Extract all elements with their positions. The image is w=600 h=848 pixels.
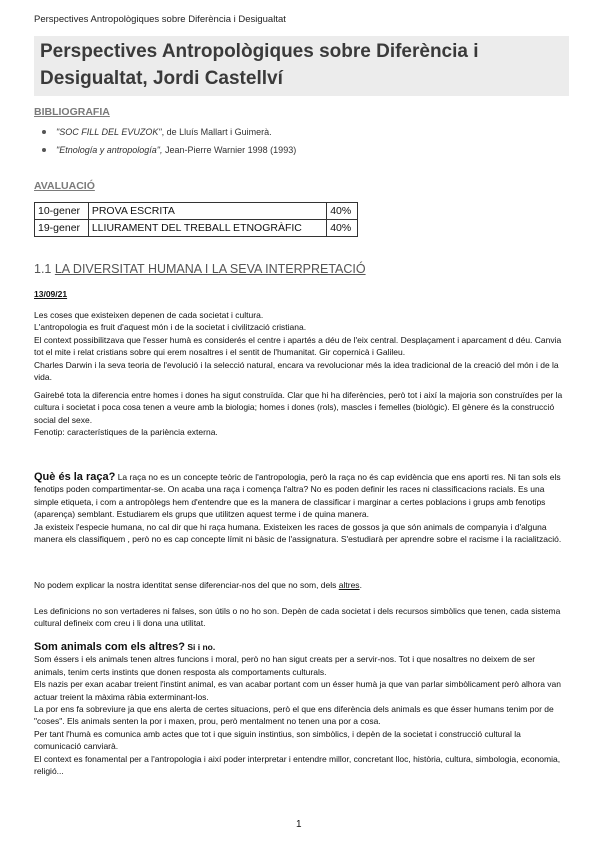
paragraph-block — [34, 471, 564, 545]
paragraph-block — [34, 641, 564, 777]
paragraph: El context es fonamental per a l'antropologia i així poder interpretar i entendre millor, concretant lloc, història, cultura, simbologia, economia, religió... — [34, 753, 561, 777]
paragraph-text: La raça no es un concepte teòric de l'antropologia, però la raça no és cap evidència que ens aporti res. Ni tan sols els fenotips poden compartimentar-se. On acaba una raça i comença l'altra? No es poden definir les races ni classificacions racials. Es una simple etiqueta, i com a antropòlegs hem d'entendre que es la manera de classificar i marginar a certes poblacions i grups amb fenotips (aparença) semblant. Estudiarem els grups que utilitzen aquest terme i de quina manera. — [34, 472, 561, 520]
paragraph-block — [34, 605, 564, 630]
table-cell-weight: 40% — [327, 220, 358, 237]
paragraph: Les coses que existeixen depenen de cada societat i cultura. — [34, 310, 264, 320]
evaluation-table — [34, 202, 358, 237]
question-heading: Què és la raça? — [34, 471, 116, 483]
work-author: Jean-Pierre Warnier 1998 (1993) — [162, 145, 297, 155]
paragraph: L'antropologia es fruit d'aquest món i de la societat i civilització cristiana. — [34, 322, 307, 333]
paragraph: Gairebé tota la diferencia entre homes i dones ha sigut construïda. Clar que hi ha diferències, però tot i així la majoria son construïdes per la cultura i societat i poca cosa tenen a veure amb la biologia; homes i dones (rols), mascles i femelles (biològic). El gènere és la construcció social del sexe. — [34, 390, 563, 425]
paragraph-block — [34, 309, 564, 383]
paragraph: Per tant l'humà es comunica amb actes que tot i que siguin instintius, son simbòlics, i depèn de la societat i construcció cultural la comunicació canviarà. — [34, 728, 521, 752]
work-title: "SOC FILL DEL EVUZOK" — [56, 127, 162, 137]
paragraph: Les definicions no son vertaderes ni falses, son útils o no ho son. Depèn de cada societat i dels recursos simbòlics que tenen, cada sistema cultural defineix com creu i li dona una utilitat. — [34, 606, 561, 629]
table-cell-task: LLIURAMENT DEL TREBALL ETNOGRÀFIC — [88, 220, 326, 237]
section-number: 1.1 — [34, 262, 55, 276]
bibliography-list — [56, 126, 296, 162]
paragraph: Fenotip: característiques de la pariència externa. — [34, 427, 218, 438]
paragraph — [34, 471, 564, 521]
paragraph — [34, 579, 564, 591]
lecture-date: 13/09/21 — [34, 289, 68, 299]
paragraph-block — [34, 389, 564, 439]
work-author: , de Lluís Mallart i Guimerà. — [161, 127, 272, 137]
running-header: Perspectives Antropològiques sobre Diferència i Desigualtat — [34, 14, 286, 25]
section-heading — [34, 262, 366, 276]
work-title: "Etnología y antropología", — [56, 145, 163, 155]
paragraph: El context possibilitzava que l'esser humà es considerés el centre i apartés a déu de l'eix central. Desplaçament i aparcament d déu. Canvia tot el mite i relat cristians sobre qui erem nosaltres i el sentit de l'humanitat. Gir copernicà i Galileu. — [34, 334, 562, 358]
table-row — [35, 203, 358, 220]
avaluacio-heading: AVALUACIÓ — [34, 180, 95, 192]
paragraph: Som éssers i els animals tenen altres funcions i moral, però no han sigut creats per a servir-nos. Tot i que nosaltres no deixem de ser animals, tenim certs instints que donen resposta als comportaments culturals. — [34, 654, 536, 677]
paragraph: La por ens fa sobreviure ja que ens alerta de certes situacions, però el que ens diferència dels animals es que ésser humans tenim por de "coses". Els animals senten la por i maxen, prou, però mentalment no tenen una por a cosa. — [34, 704, 554, 727]
table-row — [35, 220, 358, 237]
table-cell-task: PROVA ESCRITA — [88, 203, 326, 220]
paragraph-end: . — [359, 580, 362, 590]
paragraph: Els nazis per exan acabar treient l'instint animal, es van acabar portant com un ésser humà ja que van parlar simbòlicament però alhora van actuar treient la màxima ràbia exterminant-los. — [34, 679, 562, 702]
list-item — [56, 126, 296, 138]
bibliografia-heading: BIBLIOGRAFIA — [34, 106, 110, 118]
table-cell-date: 10-gener — [35, 203, 89, 220]
paragraph: Ja existeix l'especie humana, no cal dir que hi raça humana. Existeixen les races de gossos ja que són animals de companyia i d'alguna manera els classifiquem , però no es cap concepte límit ni bàsic de l'assignatura. S'estudiarà per aprendre sobre el racisme i la racialització. — [34, 521, 562, 545]
page-number: 1 — [296, 819, 302, 830]
list-item — [56, 144, 296, 156]
paragraph-text: No podem explicar la nostra identitat sense diferenciar-nos del que no som, dels — [34, 580, 339, 590]
paragraph: Charles Darwin i la seva teoria de l'evolució i la selecció natural, encara va revolucionar més la idea tradicional de la creació del món i de la vida. — [34, 359, 559, 383]
question-heading: Som animals com els altres? — [34, 641, 186, 653]
table-cell-weight: 40% — [327, 203, 358, 220]
answer-text: Si i no. — [185, 642, 216, 652]
underlined-word: altres — [338, 580, 360, 590]
table-cell-date: 19-gener — [35, 220, 89, 237]
section-title: LA DIVERSITAT HUMANA I LA SEVA INTERPRETACIÓ — [54, 262, 366, 276]
paragraph-block — [34, 579, 564, 591]
bullet-icon — [42, 130, 46, 134]
page-title: Perspectives Antropològiques sobre Diferència i Desigualtat, Jordi Castellví — [34, 36, 569, 96]
bullet-icon — [42, 148, 46, 152]
paragraph — [34, 641, 564, 653]
